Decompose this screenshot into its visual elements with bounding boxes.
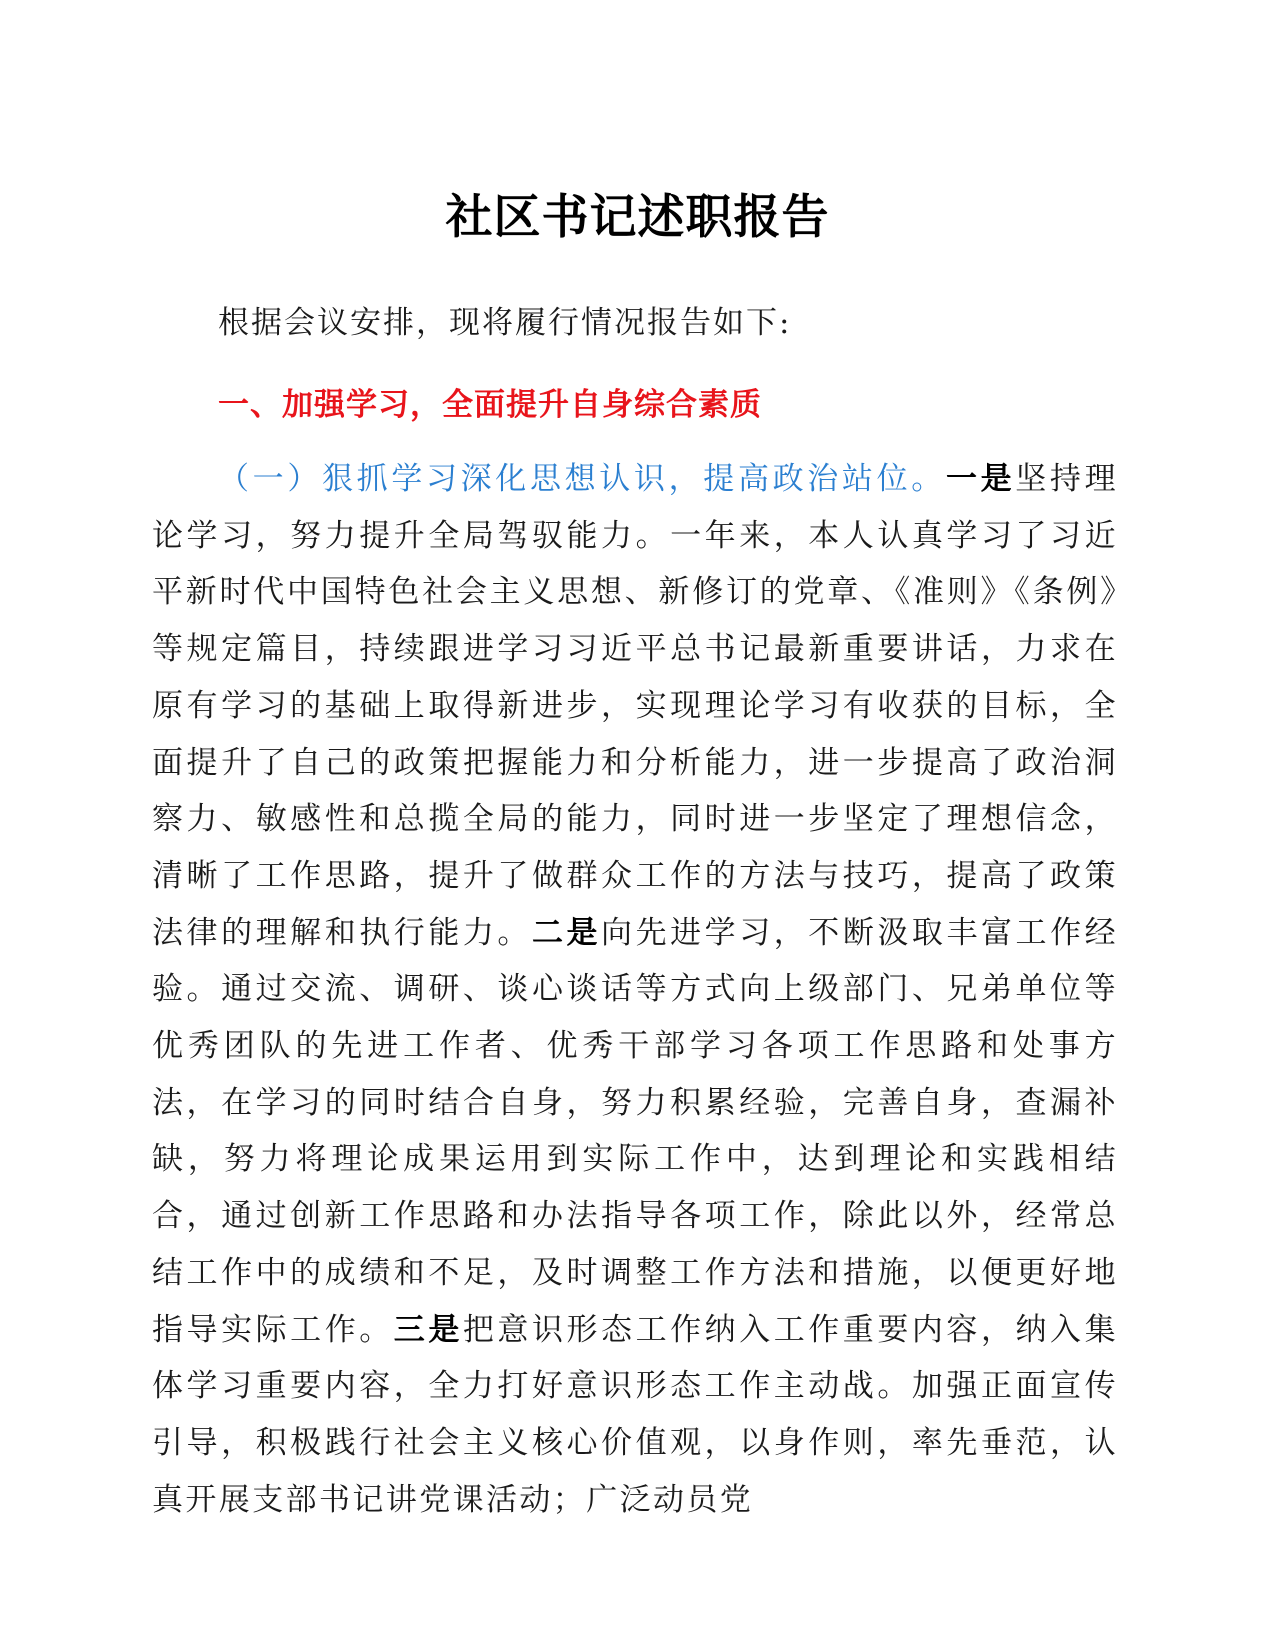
document-title: 社区书记述职报告 bbox=[445, 190, 830, 245]
lead-point-1: 一是 bbox=[945, 461, 1016, 497]
intro-paragraph: 根据会议安排，现将履行情况报告如下: bbox=[218, 305, 792, 341]
lead-point-3: 三是 bbox=[393, 1311, 463, 1348]
paragraph-text-1: 坚持理论学习，努力提升全局驾驭能力。一年来，本人认真学习了习近平新时代中国特色社会主义思想、新修订的党章、《准则》《条例》等规定篇目，持续跟进学习习近平总书记最新重要讲话，力求在原有学习的基础上取得新进步，实现理论学习有收获的目标，全面提升了自己的政策把握能力和分析能力，进一步提高了政治洞察力、敏感性和总揽全局的能力，同时进一步坚定了理想信念，清晰了工作思路，提升了做群众工作的方法与技巧，提高了政策法律的理解和执行能力。 bbox=[152, 461, 1118, 951]
section-heading-1: 一、加强学习，全面提升自身综合素质 bbox=[218, 387, 762, 423]
paragraph-text-3: 把意识形态工作纳入工作重要内容，纳入集体学习重要内容，全力打好意识形态工作主动战。加强正面宣传引导，积极践行社会主义核心价值观，以身作则，率先垂范，认真开展支部书记讲党课活动；广泛动员党 bbox=[152, 1311, 1118, 1518]
lead-point-2: 二是 bbox=[531, 914, 602, 951]
body-paragraph bbox=[152, 451, 1118, 1528]
subheading-1: （一）狠抓学习深化思想认识，提高政治站位。 bbox=[218, 461, 946, 497]
paragraph-text-2: 向先进学习，不断汲取丰富工作经验。通过交流、调研、谈心谈话等方式向上级部门、兄弟单位等优秀团队的先进工作者、优秀干部学习各项工作思路和处事方法，在学习的同时结合自身，努力积累经验，完善自身，查漏补缺，努力将理论成果运用到实际工作中，达到理论和实践相结合，通过创新工作思路和办法指导各项工作，除此以外，经常总结工作中的成绩和不足，及时调整工作方法和措施，以便更好地指导实际工作。 bbox=[152, 914, 1119, 1348]
